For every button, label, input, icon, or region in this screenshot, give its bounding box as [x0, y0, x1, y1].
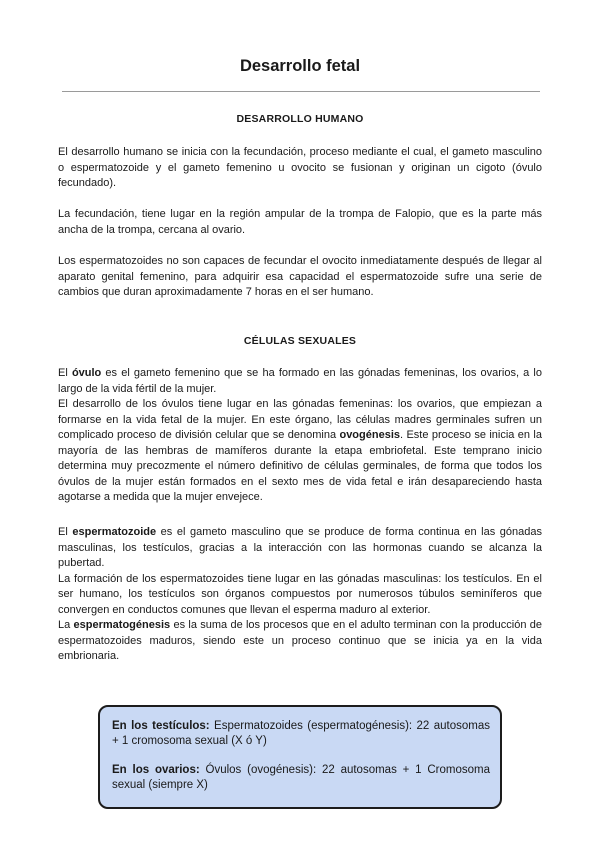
espermatogenesis-b: es la suma de los procesos que en el adulto terminan con la producción de espermatozoides maduros, siendo este un proceso continuo que se inicia ya en la vida embrionaria. — [58, 619, 542, 662]
paragraph-capacitacion: Los espermatozoides no son capaces de fecundar el ovocito inmediatamente después de llegar al aparato genital femenino, para adquirir esa capacidad el espermatozoide sufre una serie de cambios que duran aproximadamente 7 horas en el ser humano. — [58, 255, 542, 298]
paragraph-fecundacion-intro: El desarrollo humano se inicia con la fecundación, proceso mediante el cual, el gameto masculino o espermatozoide y el gameto femenino u ovocito se fusionan y originan un cigoto (óvulo fecundado). — [58, 146, 542, 189]
paragraph-fecundacion-lugar: La fecundación, tiene lugar en la región ampular de la trompa de Falopio, que es la parte más ancha de la trompa, cercana al ovario. — [58, 208, 542, 236]
heading-desarrollo-humano: DESARROLLO HUMANO — [236, 113, 364, 125]
page-title: Desarrollo fetal — [239, 57, 361, 75]
term-ovulo: óvulo — [71, 367, 102, 379]
esperm-intro-b: es el gameto masculino que se produce de forma continua en las gónadas masculinas, los testículos, gracias a la interacción con las hormonas cuando se alcanza la pubertad. — [58, 526, 542, 569]
summary-ovaries-label: En los ovarios: — [112, 764, 200, 776]
term-espermatozoide: espermatozoide — [72, 526, 157, 538]
esperm-formation: La formación de los espermatozoides tiene lugar en las gónadas masculinas: los testículos. En el ser humano, los testículos son órganos compuestos por numerosos túbulos seminíferos que convergen en conductos comunes que llevan el esperma maduro al exterior. — [58, 572, 542, 616]
summary-testes — [112, 719, 490, 749]
heading-celulas-sexuales: CÉLULAS SEXUALES — [243, 335, 357, 347]
espermatogenesis-a: La — [58, 619, 74, 631]
paragraph-ovulo — [58, 366, 542, 506]
summary-ovaries-text: Óvulos (ovogénesis): 22 autosomas + 1 Cromosoma sexual (siempre X) — [112, 764, 490, 791]
title-divider — [62, 91, 540, 92]
paragraph-espermatozoide — [58, 525, 542, 665]
summary-testes-text: Espermatozoides (espermatogénesis): 22 autosomas + 1 cromosoma sexual (X ó Y) — [112, 720, 490, 747]
term-espermatogenesis: espermatogénesis — [73, 619, 171, 631]
term-ovogenesis: ovogénesis — [339, 429, 400, 441]
ovulo-development-a: El desarrollo de los óvulos tiene lugar en las gónadas femeninas: los ovarios, que empiezan a formarse en la vida fetal de la mujer. En este órgano, las células madres germinales sufren un complicado proceso de división celular que se denomina — [58, 398, 542, 441]
esperm-intro-a: El — [58, 526, 73, 538]
ovulo-intro-a: El — [58, 367, 72, 379]
ovulo-development-b: . Este proceso se inicia en la mayoría de las hembras de mamíferos durante la etapa embriofetal. Este temprano inicio determina muy precozmente el número definitivo de células germinales, de forma que todos los óvulos de la mujer están formados en el sexto mes de vida fetal e irán desapareciendo hasta agotarse a medida que la mujer envejece. — [58, 429, 542, 503]
summary-ovaries — [112, 763, 490, 793]
summary-box — [98, 705, 502, 809]
ovulo-intro-b: es el gameto femenino que se ha formado en las gónadas femeninas, los ovarios, a lo largo de la vida fértil de la mujer. — [58, 367, 542, 395]
summary-testes-label: En los testículos: — [112, 720, 210, 732]
